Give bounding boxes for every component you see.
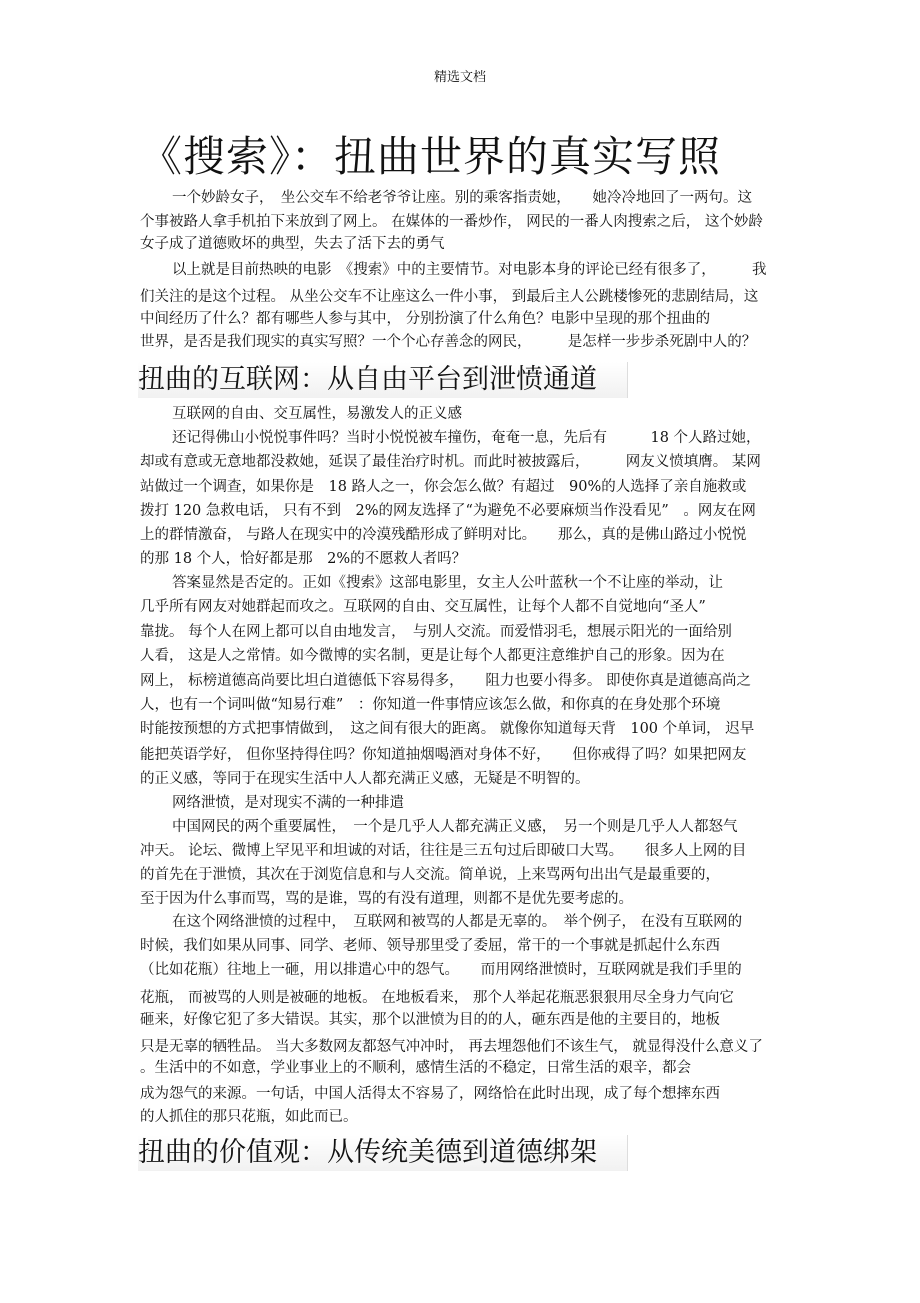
page-header: 精选文档: [433, 70, 486, 85]
text-line: 时候，我们如果从同事、同学、老师、领导那里受了委屈，常干的一个事就是抓起什么东西: [140, 938, 720, 954]
text-line: 却或有意或无意地都没救她，延误了最佳治疗时机。而此时被披露后， 网友义愤填膺。 某网: [140, 454, 761, 470]
text-line: 站做过一个调查，如果你是 18 路人之一，你会怎么做？有超过 90%的人选择了亲自施救或: [140, 479, 747, 495]
text-line: 中间经历了什么？都有哪些人参与其中， 分别扮演了什么角色？电影中呈现的那个扭曲的: [140, 311, 711, 327]
section-heading: 扭曲的互联网：从自由平台到泄愤通道: [138, 362, 628, 398]
text-line: 靠拢。 每个人在网上都可以自由地发言， 与别人交流。而爱惜羽毛，想展示阳光的一面给别: [140, 624, 732, 640]
text-line: 冲天。 论坛、微博上罕见平和坦诚的对话，往往是三五句过后即破口大骂。 很多人上网的目: [140, 843, 747, 859]
section-heading: 扭曲的价值观：从传统美德到道德绑架: [138, 1135, 628, 1171]
text-line: 中国网民的两个重要属性， 一个是几乎人人都充满正义感， 另一个则是几乎人人都怒气: [172, 819, 738, 835]
text-line: 答案显然是否定的。正如《搜索》这部电影里，女主人公叶蓝秋一个不让座的举动，让: [172, 575, 723, 591]
text-line: 世界，是否是我们现实的真实写照？一个个心存善念的网民， 是怎样一步步杀死剧中人的？: [140, 334, 757, 350]
text-line: 几乎所有网友对她群起而攻之。互联网的自由、交互属性，让每个人都不自觉地向“圣人”: [140, 599, 706, 615]
text-line: 个事被路人拿手机拍下来放到了网上。 在媒体的一番炒作， 网民的一番人肉搜索之后， 这个妙龄: [140, 214, 763, 230]
text-line: 成为怨气的来源。一句话，中国人活得太不容易了，网络恰在此时出现，成了每个想摔东西: [140, 1086, 720, 1102]
text-line: 还记得佛山小悦悦事件吗？当时小悦悦被车撞伤，奄奄一息，先后有 18 个人路过她，: [172, 430, 761, 446]
text-line: 以上就是目前热映的电影 《搜索》中的主要情节。对电影本身的评论已经有很多了， 我: [172, 262, 767, 278]
text-line: 。生活中的不如意，学业事业上的不顺利，感情生活的不稳定，日常生活的艰辛，都会: [140, 1060, 691, 1076]
text-line: 人看， 这是人之常情。如今微博的实名制，更是让每个人都更注意维护自己的形象。因为在: [140, 648, 725, 664]
text-line: 的人抓住的那只花瓶，如此而已。: [140, 1109, 358, 1125]
text-line: （比如花瓶）往地上一砸，用以排遣心中的怨气。 而用网络泄愤时，互联网就是我们手里的: [140, 962, 742, 978]
text-line: 时能按预想的方式把事情做到， 这之间有很大的距离。 就像你知道每天背 100 个单词， 迟早: [140, 721, 755, 737]
text-line: 们关注的是这个过程。 从坐公交车不让座这么一件小事， 到最后主人公跳楼惨死的悲剧结局，这: [140, 289, 759, 305]
text-line: 在这个网络泄愤的过程中， 互联网和被骂的人都是无辜的。 举个例子， 在没有互联网的: [172, 914, 743, 930]
text-line: 能把英语学好， 但你坚持得住吗？你知道抽烟喝酒对身体不好， 但你戒得了吗？如果把网友: [140, 747, 747, 763]
text-line: 人，也有一个词叫做“知易行难” ：你知道一件事情应该怎么做，和你真的在身处那个环境: [140, 697, 721, 713]
text-line: 的正义感，等同于在现实生活中人人都充满正义感，无疑是不明智的。: [140, 771, 590, 787]
text-line: 网上， 标榜道德高尚要比坦白道德低下容易得多， 阻力也要小得多。 即使你真是道德高尚之: [140, 673, 751, 689]
document-title: 《搜索》：扭曲世界的真实写照: [140, 132, 722, 181]
text-line: 一个妙龄女子， 坐公交车不给老爷爷让座。别的乘客指责她， 她冷冷地回了一两句。这: [172, 190, 752, 206]
text-line: 至于因为什么事而骂，骂的是谁，骂的有没有道理，则都不是优先要考虑的。: [140, 891, 633, 907]
text-line: 砸来，好像它犯了多大错误。其实，那个以泄愤为目的的人，砸东西是他的主要目的，地板: [140, 1012, 720, 1028]
text-line: 女子成了道德败坏的典型，失去了活下去的勇气: [140, 236, 445, 252]
text-line: 拨打 120 急救电话， 只有不到 2%的网友选择了“为避免不必要麻烦当作没看见” 。网友在网: [140, 503, 756, 519]
subheading-line: 互联网的自由、交互属性，易激发人的正义感: [172, 406, 462, 422]
text-line: 上的群情激奋， 与路人在现实中的冷漠残酷形成了鲜明对比。 那么，真的是佛山路过小悦悦: [140, 527, 747, 543]
subheading-line: 网络泄愤，是对现实不满的一种排遣: [172, 795, 404, 811]
text-line: 的首先在于泄愤，其次在于浏览信息和与人交流。简单说，上来骂两句出出气是最重要的，: [140, 867, 720, 883]
text-line: 的那 18 个人，恰好都是那 2%的不愿救人者吗？: [140, 551, 467, 567]
text-line: 花瓶， 而被骂的人则是被砸的地板。 在地板看来， 那个人举起花瓶恶狠狠用尽全身力气向它: [140, 990, 734, 1006]
text-line: 只是无辜的牺牲品。 当大多数网友都怒气冲冲时， 再去埋怨他们不该生气， 就显得没什么意义了: [140, 1039, 763, 1055]
